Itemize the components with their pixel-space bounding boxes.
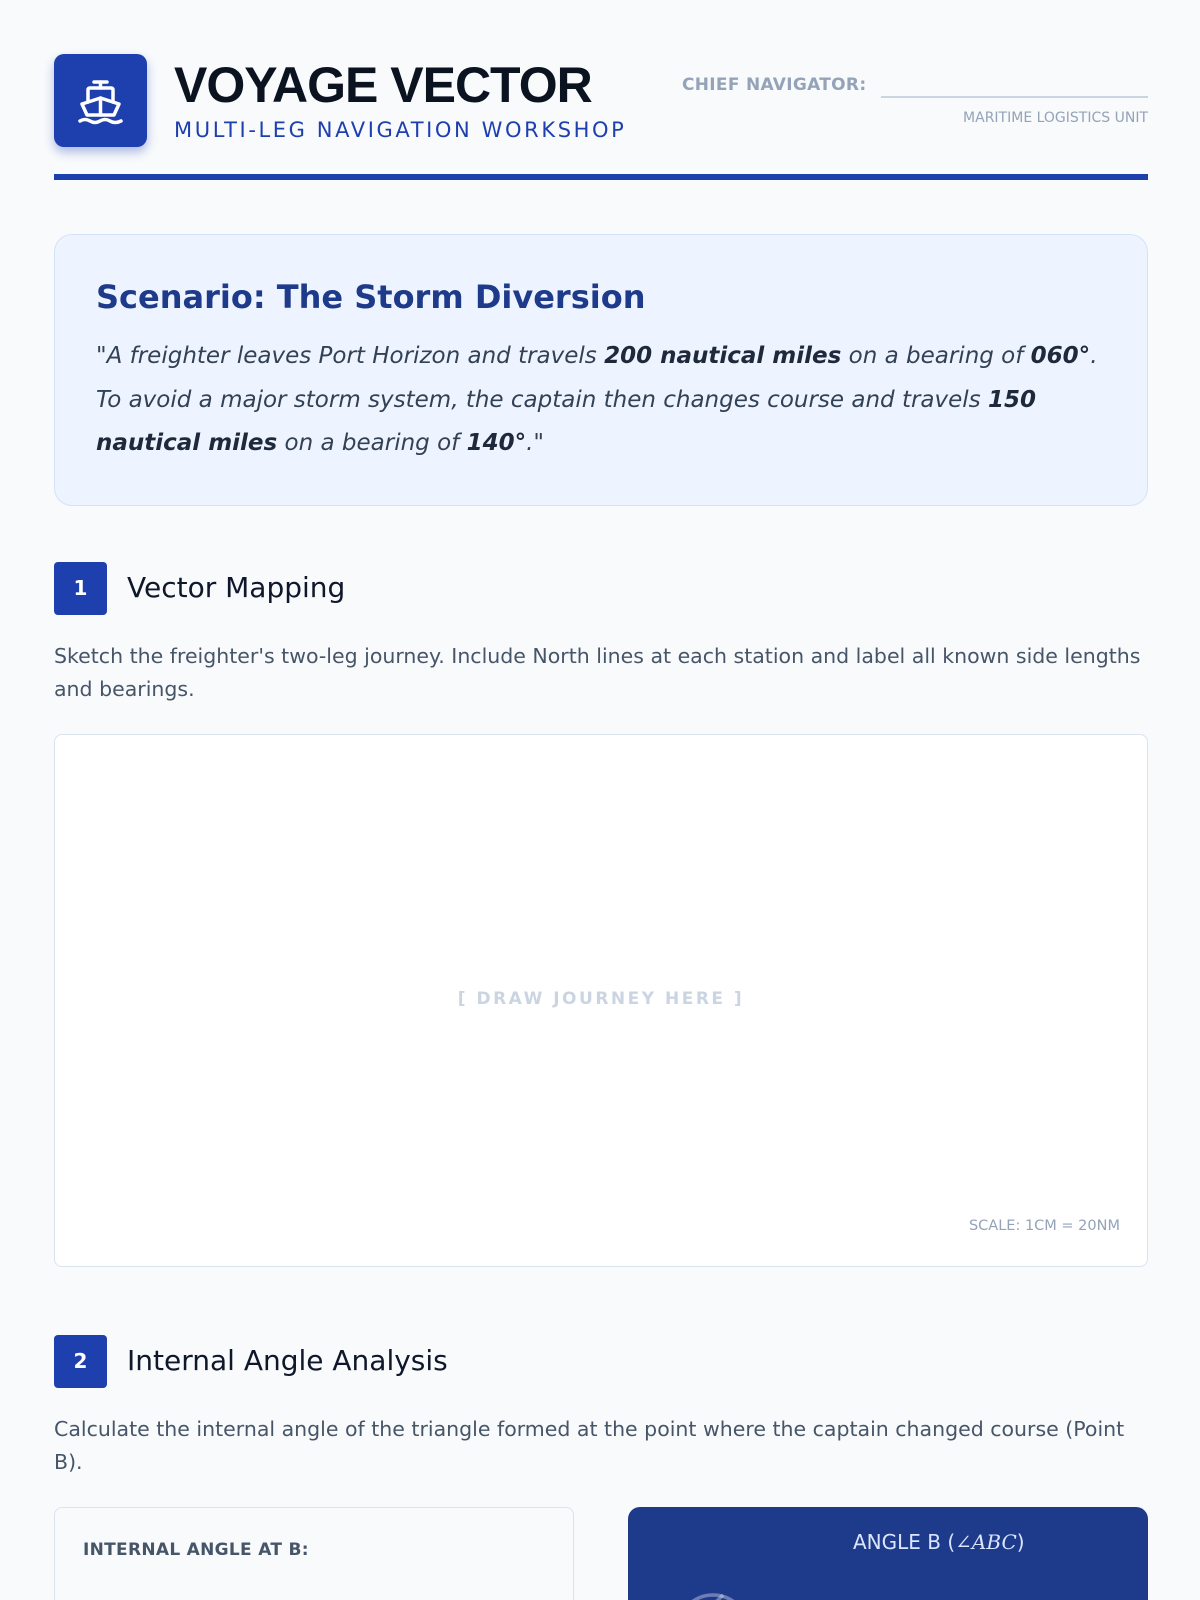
navigator-label: CHIEF NAVIGATOR: — [682, 75, 867, 95]
draw-placeholder: [ DRAW JOURNEY HERE ] — [457, 989, 745, 1009]
page-title: VOYAGE VECTOR — [174, 57, 592, 113]
angle-b-label-text: ANGLE B ( — [853, 1530, 956, 1554]
scenario-box — [54, 234, 1148, 506]
scenario-title: Scenario: The Storm Diversion — [96, 278, 646, 316]
angle-answer-card[interactable] — [54, 1507, 574, 1600]
navigator-name-field[interactable] — [881, 96, 1148, 98]
ship-icon — [74, 74, 127, 127]
unit-label: MARITIME LOGISTICS UNIT — [963, 110, 1148, 126]
angle-b-label — [853, 1529, 1025, 1555]
scenario-text-part: . To avoid a major storm system, the captain then changes course and travels — [96, 343, 1098, 413]
scenario-text — [96, 335, 1106, 466]
bearing-1: 060° — [1030, 343, 1091, 369]
header-divider — [54, 174, 1148, 180]
angle-b-card — [628, 1507, 1148, 1600]
scenario-text-part: ." — [526, 430, 544, 456]
worksheet-header — [54, 54, 1148, 181]
page-subtitle: MULTI-LEG NAVIGATION WORKSHOP — [174, 118, 627, 142]
scenario-text-part: on a bearing of — [277, 430, 467, 456]
journey-drawing-area[interactable] — [54, 734, 1148, 1267]
section-1-badge: 1 — [54, 562, 107, 615]
angle-abc-symbol: ∠ABC — [955, 1530, 1017, 1554]
distance-1: 200 nautical miles — [604, 343, 842, 369]
section-1-description: Sketch the freighter's two-leg journey. Include North lines at each station and label all known side lengths and bearings. — [54, 644, 1141, 701]
scenario-text-part: on a bearing of — [841, 343, 1031, 369]
scenario-text-part: "A freighter leaves Port Horizon and travels — [96, 343, 605, 369]
section-1-title: Vector Mapping — [127, 571, 346, 604]
protractor-icon — [673, 1575, 753, 1600]
scale-label: SCALE: 1CM = 20NM — [968, 1218, 1120, 1234]
section-2-badge: 2 — [54, 1335, 107, 1388]
distance-2: 150 nautical miles — [96, 386, 1036, 456]
angle-answer-label: INTERNAL ANGLE AT B: — [83, 1540, 309, 1560]
ship-logo — [54, 54, 147, 147]
section-2-title: Internal Angle Analysis — [127, 1344, 448, 1377]
angle-b-label-close: ) — [1016, 1530, 1025, 1554]
bearing-2: 140° — [466, 430, 527, 456]
section-2-description: Calculate the internal angle of the triangle formed at the point where the captain changed course (Point B). — [54, 1417, 1125, 1474]
